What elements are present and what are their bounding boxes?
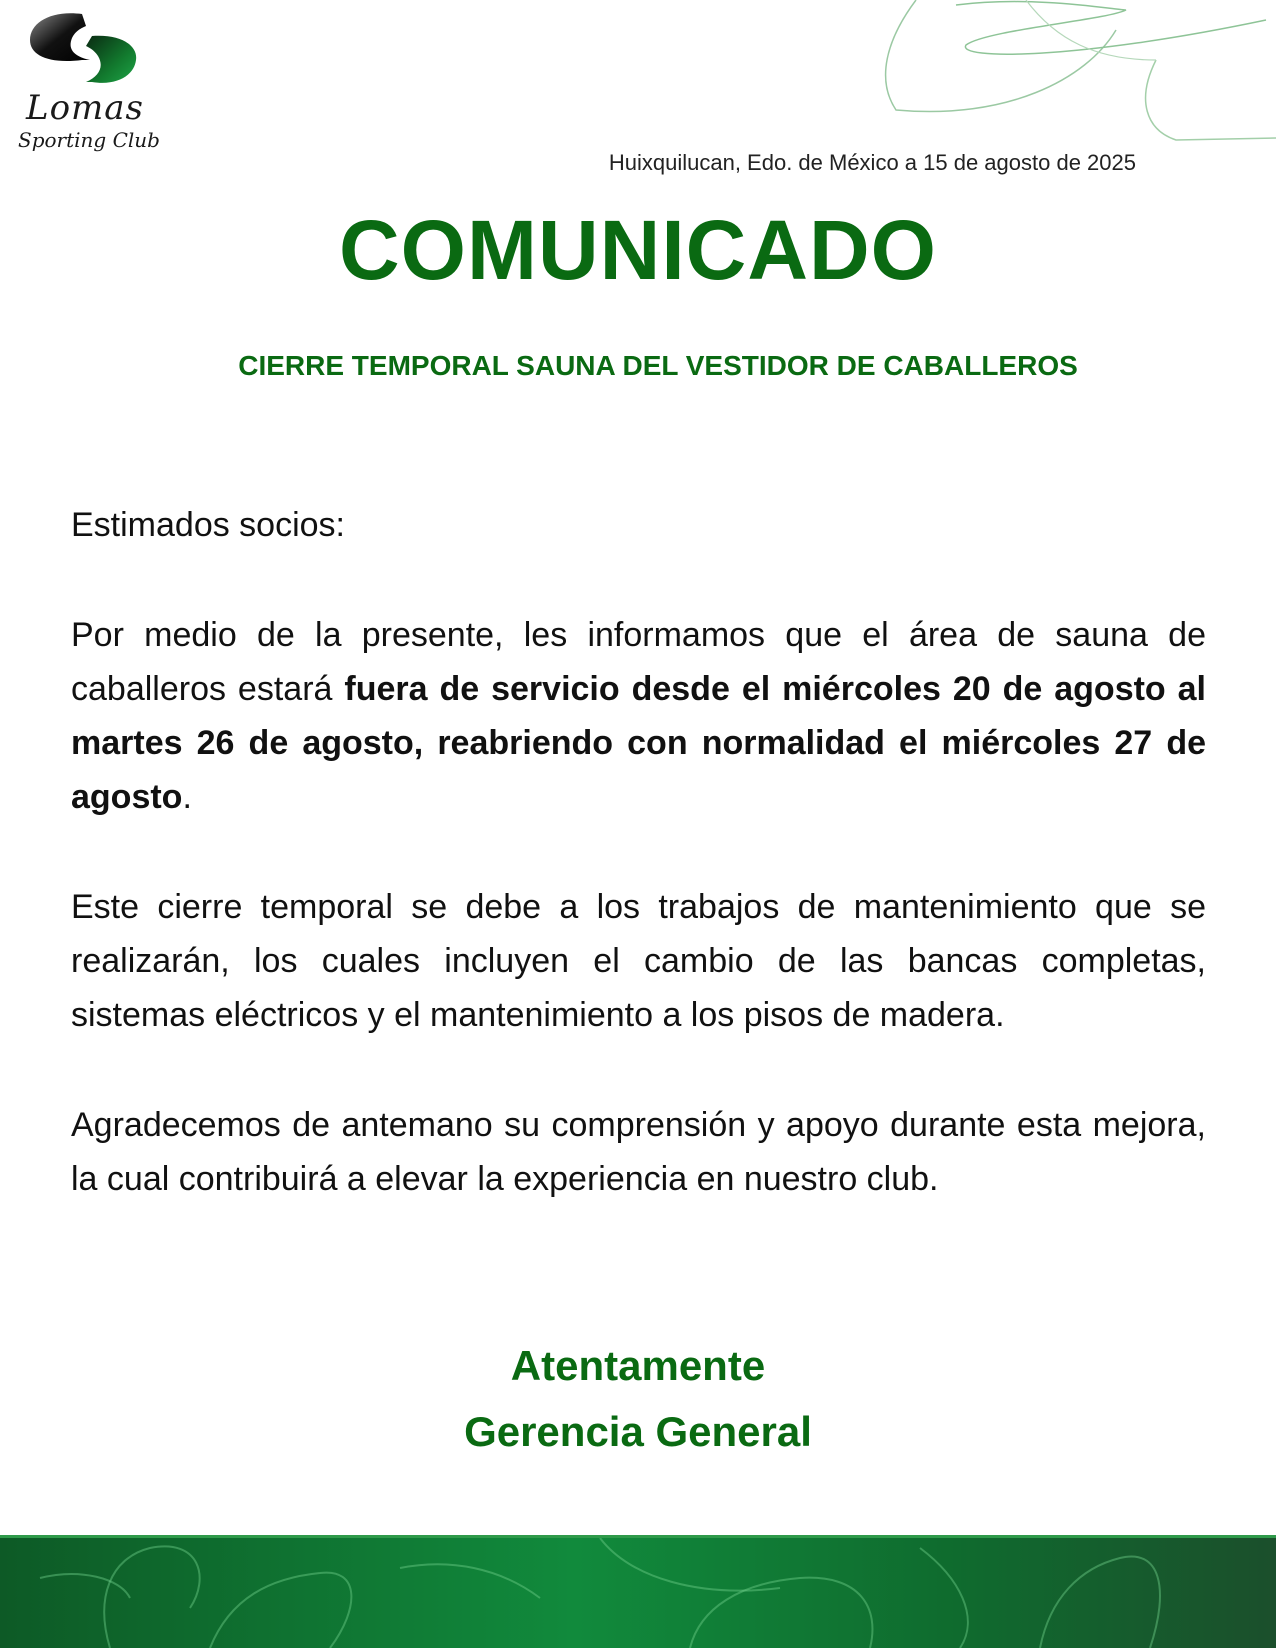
closing-salutation: Atentamente <box>510 1342 766 1389</box>
paragraph-maintenance: Este cierre temporal se debe a los trabajos de mantenimiento que se realizarán, los cuales incluyen el cambio de las bancas completas, sistemas eléctricos y el mantenimiento a los pisos de madera. <box>71 888 1206 1034</box>
logo-text-sporting-club: Sporting Club <box>18 128 160 152</box>
logo-text-lomas: Lomas <box>26 88 145 128</box>
document-subtitle: CIERRE TEMPORAL SAUNA DEL VESTIDOR DE CABALLEROS <box>238 350 1078 381</box>
paragraph-closure-end: . <box>182 778 192 816</box>
logo-mark-icon <box>12 10 162 100</box>
document-title: COMUNICADO <box>339 203 937 297</box>
signature-block <box>0 1333 1276 1465</box>
closure-dates-bold: fuera de servicio desde el miércoles 20 de agosto al martes 26 de agosto, reabriendo con normalidad el miércoles 27 de agosto <box>71 670 1206 816</box>
signature-department: Gerencia General <box>464 1408 812 1455</box>
greeting: Estimados socios: <box>71 506 345 544</box>
decorative-lines-footer <box>0 1538 1276 1648</box>
paragraph-closure-dates <box>71 608 1206 824</box>
club-logo <box>12 10 162 160</box>
place-date: Huixquilucan, Edo. de México a 15 de agosto de 2025 <box>608 150 1136 175</box>
footer-band <box>0 1535 1276 1648</box>
paragraph-closure-intro: Por medio de la presente, les informamos que el área de sauna de caballeros estará <box>71 616 1206 708</box>
decorative-lines-top <box>856 0 1276 160</box>
paragraph-thanks: Agradecemos de antemano su comprensión y apoyo durante esta mejora, la cual contribuirá a elevar la experiencia en nuestro club. <box>71 1106 1206 1198</box>
document-body <box>71 498 1206 1262</box>
